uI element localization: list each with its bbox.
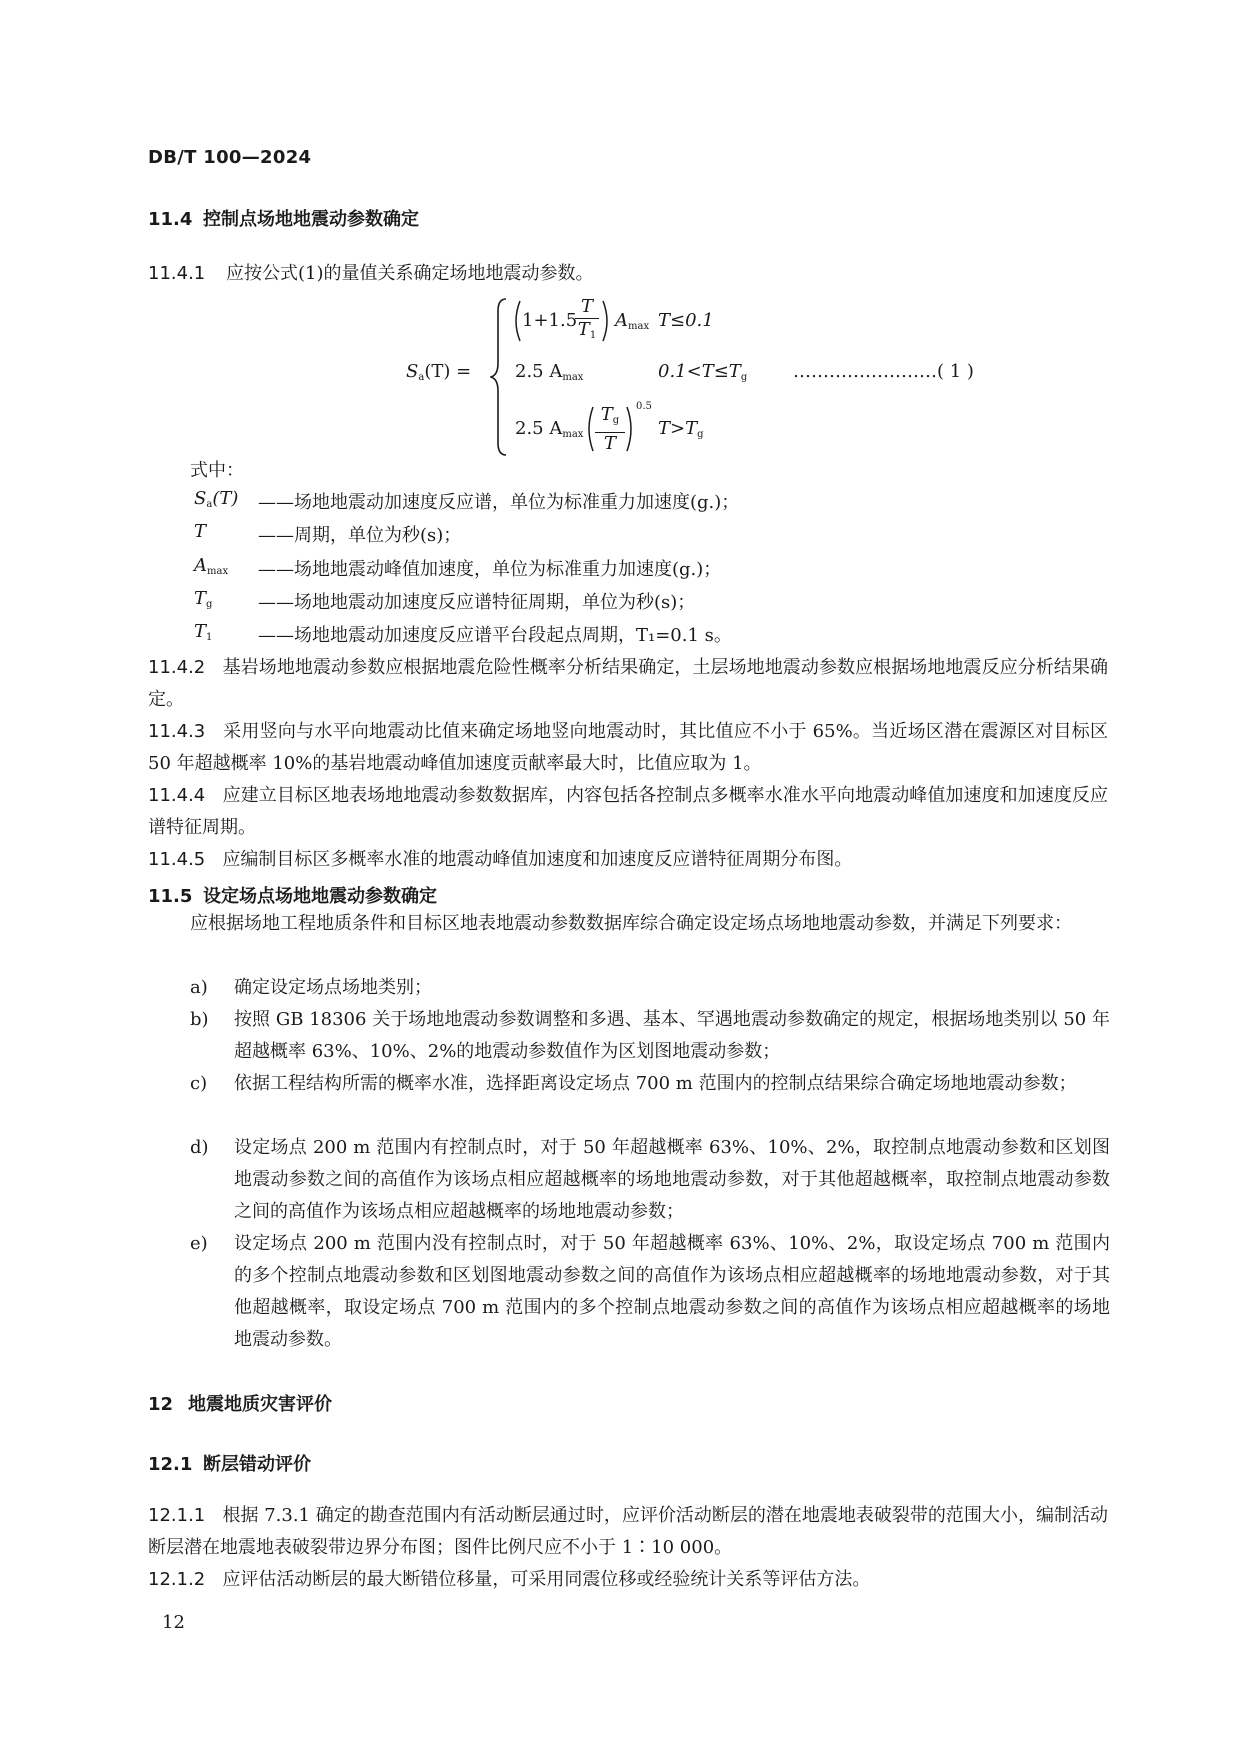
left-paren-icon (510, 299, 522, 343)
clause-text: 应编制目标区多概率水准的地震动峰值加速度和加速度反应谱特征周期分布图。 (222, 849, 853, 870)
case1-denominator: T (577, 319, 590, 340)
lhs-symbol: S (406, 361, 419, 382)
section-heading-11-4 (148, 205, 419, 231)
clause-text: 应按公式(1)的量值关系确定场地地震动参数。 (226, 263, 594, 284)
case2-expression (515, 361, 583, 383)
case3-numerator-subscript: g (612, 415, 620, 426)
case1-amax (615, 310, 649, 332)
case3-condition (658, 418, 704, 440)
where-description: ——场地地震动加速度反应谱平台段起点周期，T₁=0.1 s。 (258, 625, 732, 646)
section-title: 设定场点场地地震动参数确定 (203, 886, 437, 907)
case1-fraction (575, 297, 599, 346)
case2-condition (658, 361, 747, 383)
symbol-argument: (T) (212, 488, 239, 509)
where-symbol-tg (194, 588, 212, 610)
case3-expr-text: 2.5 A (515, 418, 563, 439)
case2-condition-text: 0.1<T≤T (658, 361, 741, 382)
section-title: 控制点场地地震动参数确定 (203, 209, 419, 230)
case1-condition: T≤0.1 (658, 310, 714, 331)
left-brace-icon (490, 297, 510, 457)
where-description: ——周期，单位为秒(s)； (258, 525, 462, 546)
symbol: A (194, 555, 207, 576)
clause-text: 基岩场地地震动参数应根据地震危险性概率分析结果确定，土层场地地震动参数应根据场地地震反应分析结果确定。 (148, 657, 1108, 710)
lhs-argument: (T) = (424, 361, 472, 382)
clause-text: 应评估活动断层的最大断错位移量，可采用同震位移或经验统计关系等评估方法。 (222, 1569, 871, 1590)
where-symbol-t1 (194, 621, 212, 643)
list-item-text: 设定场点 200 m 范围内有控制点时，对于 50 年超越概率 63%、10%、2%，取控制点地震动参数和区划图地震动参数之间的高值作为该场点相应超越概率的场地地震动参数，对于其他超越概率，取控制点地震动参数之间的高值作为该场点相应超越概率的场地地震动参数； (234, 1137, 1110, 1222)
section-heading-12 (148, 1390, 332, 1416)
amax-subscript: max (628, 321, 650, 332)
list-item (190, 1004, 1110, 1068)
symbol-subscript: a (206, 499, 213, 510)
case3-denominator: T (603, 433, 616, 454)
section-11-5-intro: 应根据场地工程地质条件和目标区地表地震动参数数据库综合确定设定场点场地地震动参数，并满足下列要求： (190, 913, 1072, 934)
case2-condition-subscript: g (740, 372, 748, 383)
section-number: 12 (148, 1394, 174, 1415)
clause-11-4-5 (148, 844, 1108, 876)
symbol: T (194, 621, 207, 642)
list-item-label: b) (190, 1009, 209, 1030)
where-symbol-sa (194, 488, 238, 510)
case3-amax-subscript: max (562, 429, 584, 440)
lhs-subscript: a (418, 372, 425, 383)
where-symbol-t (194, 521, 206, 542)
list-item-label: c) (190, 1073, 208, 1094)
section-number: 11.5 (148, 886, 193, 907)
list-item (190, 972, 1110, 1004)
list-item-text: 设定场点 200 m 范围内没有控制点时，对于 50 年超越概率 63%、10%、2%，取设定场点 700 m 范围内的多个控制点地震动参数和区划图地震动参数之间的高值作为该场点相应超越概率的场地地震动参数，对于其他超越概率，取设定场点 700 m 范围内的多个控制点地震动参数之间的高值作为该场点相应超越概率的场地地震动参数。 (234, 1233, 1110, 1350)
clause-number: 12.1.2 (148, 1569, 206, 1590)
list-item (190, 1132, 1110, 1228)
clause-12-1-2 (148, 1564, 1108, 1596)
where-label: 式中： (190, 460, 244, 481)
where-symbol-amax (194, 555, 228, 577)
symbol-subscript: g (206, 599, 213, 610)
amax-symbol: A (615, 310, 628, 331)
clause-11-4-4 (148, 780, 1108, 844)
case1-numerator: T (580, 296, 593, 317)
symbol: T (194, 588, 207, 609)
list-item-label: d) (190, 1137, 209, 1158)
symbol-subscript: max (207, 566, 229, 577)
clause-12-1-1 (148, 1500, 1108, 1564)
clause-number: 12.1.1 (148, 1505, 206, 1526)
clause-number: 11.4.5 (148, 849, 206, 870)
clause-11-4-2 (148, 652, 1108, 716)
clause-number: 11.4.2 (148, 657, 206, 678)
list-item (190, 1068, 1110, 1100)
case1-expression: 1+1.5 (522, 310, 578, 331)
formula-lhs (406, 361, 471, 383)
right-paren-icon (601, 299, 613, 343)
clause-number: 11.4.3 (148, 721, 206, 742)
case2-expr-text: 2.5 A (515, 361, 563, 382)
case3-condition-subscript: g (697, 429, 704, 440)
list-item-text: 按照 GB 18306 关于场地地震动参数调整和多遇、基本、罕遇地震动参数确定的规定，根据场地类别以 50 年超越概率 63%、10%、2%的地震动参数值作为区划图地震动参数； (234, 1009, 1110, 1062)
page-number: 12 (162, 1612, 185, 1633)
symbol-subscript: 1 (206, 632, 213, 643)
symbol: S (194, 488, 207, 509)
symbol: T (194, 521, 207, 542)
case3-numerator: T (600, 404, 613, 425)
section-number: 11.4 (148, 209, 193, 230)
case3-fraction (595, 405, 625, 454)
list-item-text: 确定设定场点场地类别； (234, 977, 432, 998)
document-id: DB/T 100—2024 (148, 147, 312, 168)
section-title: 断层错动评价 (203, 1454, 311, 1475)
where-description: ——场地地震动加速度反应谱，单位为标准重力加速度(g.)； (258, 492, 740, 513)
left-paren-icon (583, 405, 595, 453)
right-paren-icon (625, 405, 637, 453)
equation-number: ……………………( 1 ) (793, 361, 974, 382)
section-heading-12-1 (148, 1450, 311, 1476)
case1-denominator-subscript: 1 (589, 330, 597, 341)
clause-number: 11.4.1 (148, 263, 206, 284)
clause-text: 采用竖向与水平向地震动比值来确定场地竖向地震动时，其比值应不小于 65%。当近场区潜在震源区对目标区 50 年超越概率 10%的基岩地震动峰值加速度贡献率最大时，比值应取为 1。 (148, 721, 1108, 774)
case3-exponent: 0.5 (636, 401, 652, 412)
clause-number: 11.4.4 (148, 785, 206, 806)
section-number: 12.1 (148, 1454, 193, 1475)
formula-1 (400, 297, 1120, 457)
clause-11-4-1 (148, 258, 594, 290)
clause-11-4-3 (148, 716, 1108, 780)
list-item (190, 1228, 1110, 1356)
list-item-label: a) (190, 977, 208, 998)
section-heading-11-5 (148, 882, 437, 908)
clause-text: 应建立目标区地表场地地震动参数数据库，内容包括各控制点多概率水准水平向地震动峰值加速度和加速度反应谱特征周期。 (148, 785, 1108, 838)
clause-text: 根据 7.3.1 确定的勘查范围内有活动断层通过时，应评价活动断层的潜在地震地表破裂带的范围大小，编制活动断层潜在地震地表破裂带边界分布图；图件比例尺应不小于 1∶10 000。 (148, 1505, 1108, 1558)
list-item-text: 依据工程结构所需的概率水准，选择距离设定场点 700 m 范围内的控制点结果综合确定场地地震动参数； (234, 1073, 1077, 1094)
list-item-label: e) (190, 1233, 208, 1254)
where-description: ——场地地震动加速度反应谱特征周期，单位为秒(s)； (258, 592, 696, 613)
case3-condition-text: T>T (658, 418, 698, 439)
case3-expression (515, 418, 583, 440)
section-title: 地震地质灾害评价 (188, 1394, 332, 1415)
case2-amax-subscript: max (562, 372, 584, 383)
where-description: ——场地地震动峰值加速度，单位为标准重力加速度(g.)； (258, 559, 722, 580)
